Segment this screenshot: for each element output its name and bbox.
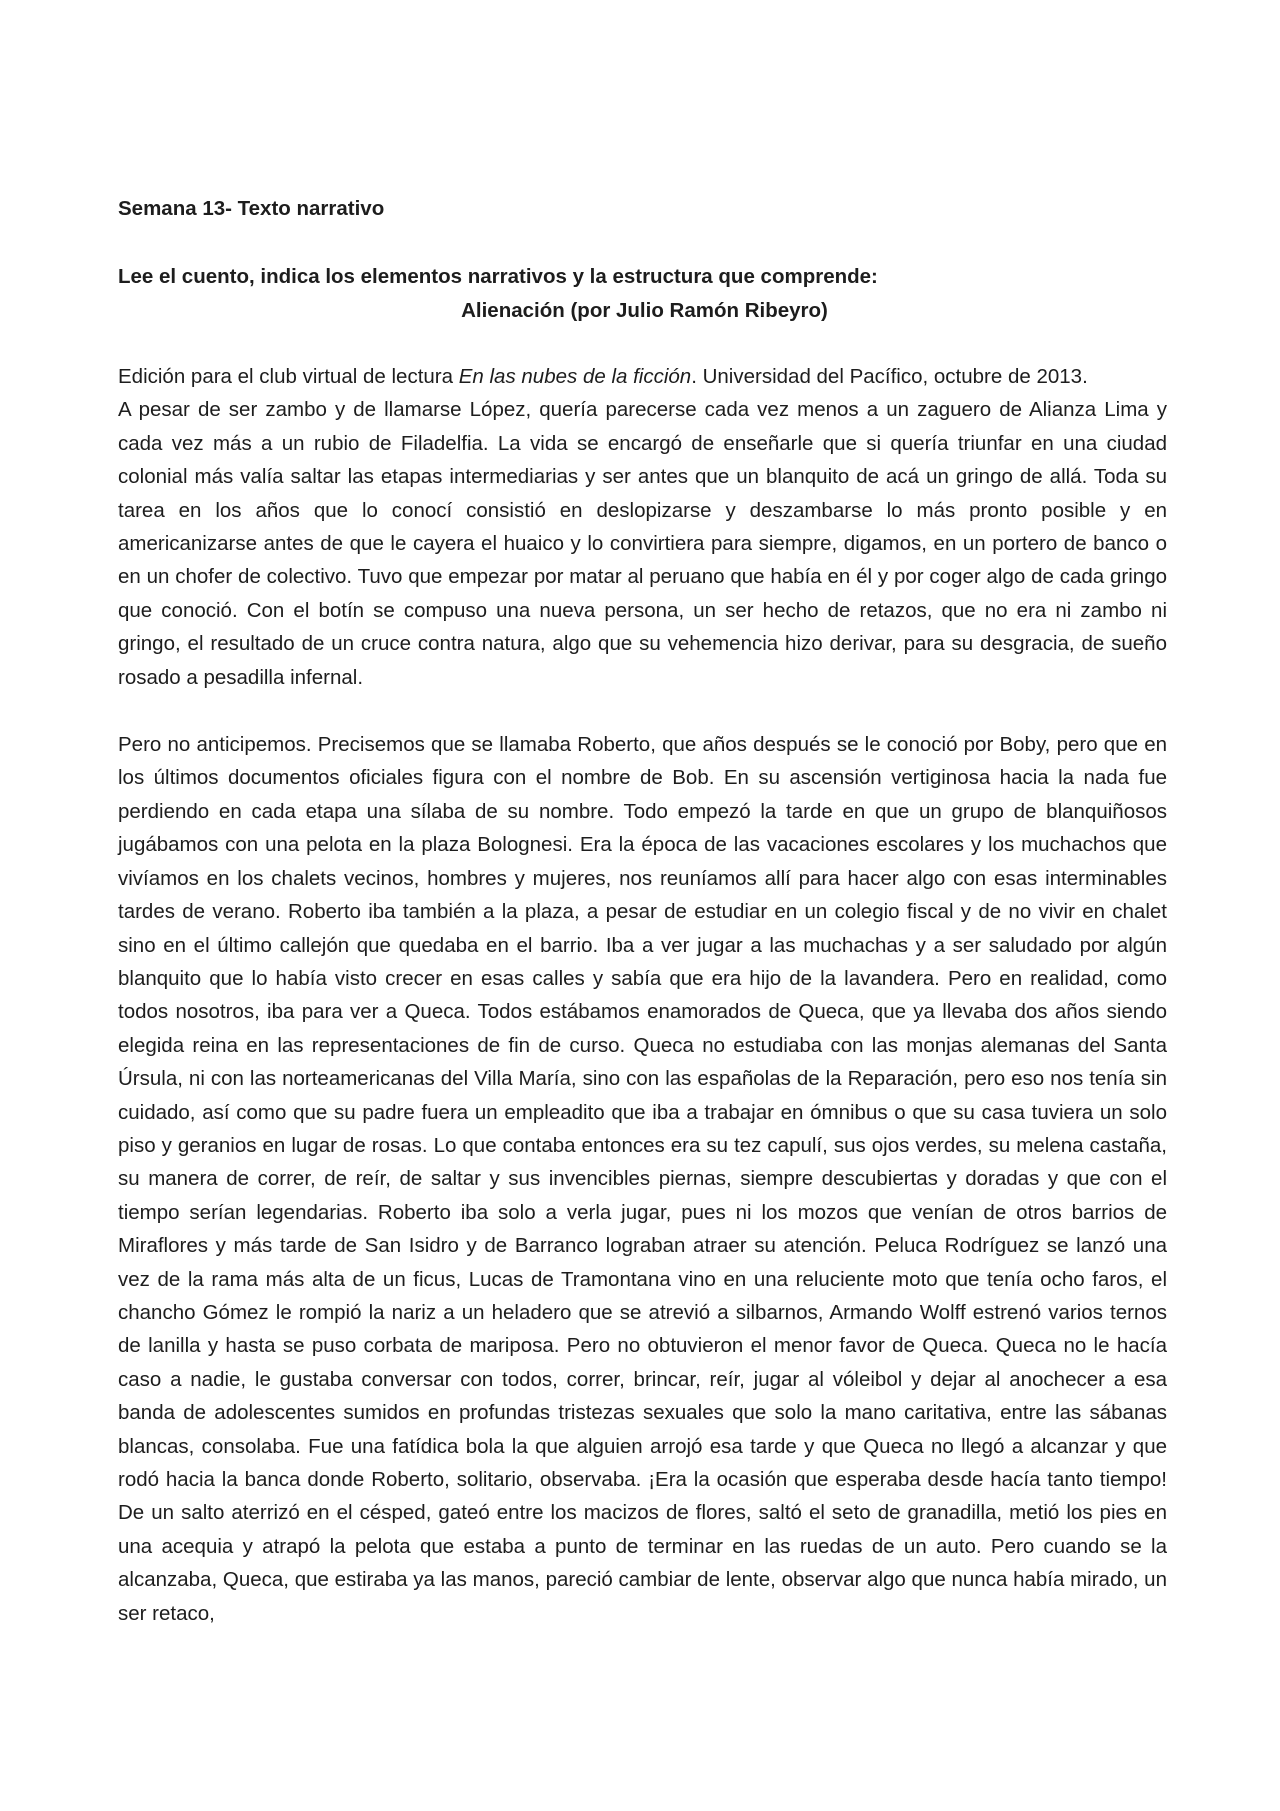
edition-book-title: En las nubes de la ficción (458, 365, 692, 388)
spacer (118, 226, 1167, 260)
spacer (118, 694, 1167, 728)
story-paragraph-1: A pesar de ser zambo y de llamarse López, quería parecerse cada vez menos a un zaguero de Alianza Lima y cada vez más a un rubio de Filadelfia. La vida se encargó de enseñarle que si quería triunfar en una ciudad colonial más valía saltar las etapas intermediarias y ser antes que un blanquito de acá un gringo de allá. Toda su tarea en los años que lo conocí consistió en deslopizarse y deszambarse lo más pronto posible y en americanizarse antes de que le cayera el huaico y lo convirtiera para siempre, digamos, en un portero de banco o en un chofer de colectivo. Tuvo que empezar por matar al peruano que había en él y por coger algo de cada gringo que conoció. Con el botín se compuso una nueva persona, un ser hecho de retazos, que no era ni zambo ni gringo, el resultado de un cruce contra natura, algo que su vehemencia hizo derivar, para su desgracia, de sueño rosado a pesadilla infernal. (118, 398, 1167, 689)
edition-suffix: . Universidad del Pacífico, octubre de 2013. (691, 365, 1088, 388)
week-heading: Semana 13- Texto narrativo (118, 197, 385, 220)
instruction-heading: Lee el cuento, indica los elementos narrativos y la estructura que comprende: (118, 265, 878, 288)
edition-prefix: Edición para el club virtual de lectura (118, 365, 459, 388)
edition-note (118, 360, 1167, 393)
spacer (118, 328, 1167, 360)
document-body (118, 192, 1167, 1630)
story-title: Alienación (por Julio Ramón Ribeyro) (461, 299, 828, 322)
story-paragraph-2: Pero no anticipemos. Precisemos que se llamaba Roberto, que años después se le conoció por Boby, pero que en los últimos documentos oficiales figura con el nombre de Bob. En su ascensión vertiginosa hacia la nada fue perdiendo en cada etapa una sílaba de su nombre. Todo empezó la tarde en que un grupo de blanquiñosos jugábamos con una pelota en la plaza Bolognesi. Era la época de las vacaciones escolares y los muchachos que vivíamos en los chalets vecinos, hombres y mujeres, nos reuníamos allí para hacer algo con esas interminables tardes de verano. Roberto iba también a la plaza, a pesar de estudiar en un colegio fiscal y de no vivir en chalet sino en el último callejón que quedaba en el barrio. Iba a ver jugar a las muchachas y a ser saludado por algún blanquito que lo había visto crecer en esas calles y sabía que era hijo de la lavandera. Pero en realidad, como todos nosotros, iba para ver a Queca. Todos estábamos enamorados de Queca, que ya llevaba dos años siendo elegida reina en las representaciones de fin de curso. Queca no estudiaba con las monjas alemanas del Santa Úrsula, ni con las norteamericanas del Villa María, sino con las españolas de la Reparación, pero eso nos tenía sin cuidado, así como que su padre fuera un empleadito que iba a trabajar en ómnibus o que su casa tuviera un solo piso y geranios en lugar de rosas. Lo que contaba entonces era su tez capulí, sus ojos verdes, su melena castaña, su manera de correr, de reír, de saltar y sus invencibles piernas, siempre descubiertas y doradas y que con el tiempo serían legendarias. Roberto iba solo a verla jugar, pues ni los mozos que venían de otros barrios de Miraflores y más tarde de San Isidro y de Barranco lograban atraer su atención. Peluca Rodríguez se lanzó una vez de la rama más alta de un ficus, Lucas de Tramontana vino en una reluciente moto que tenía ocho faros, el chancho Gómez le rompió la nariz a un heladero que se atrevió a silbarnos, Armando Wolff estrenó varios ternos de lanilla y hasta se puso corbata de mariposa. Pero no obtuvieron el menor favor de Queca. Queca no le hacía caso a nadie, le gustaba conversar con todos, correr, brincar, reír, jugar al vóleibol y dejar al anochecer a esa banda de adolescentes sumidos en profundas tristezas sexuales que solo la mano caritativa, entre las sábanas blancas, consolaba. Fue una fatídica bola la que alguien arrojó esa tarde y que Queca no llegó a alcanzar y que rodó hacia la banca donde Roberto, solitario, observaba. ¡Era la ocasión que esperaba desde hacía tanto tiempo! De un salto aterrizó en el césped, gateó entre los macizos de flores, saltó el seto de granadilla, metió los pies en una acequia y atrapó la pelota que estaba a punto de terminar en las ruedas de un auto. Pero cuando se la alcanzaba, Queca, que estiraba ya las manos, pareció cambiar de lente, observar algo que nunca había mirado, un ser retaco, (118, 733, 1167, 1625)
